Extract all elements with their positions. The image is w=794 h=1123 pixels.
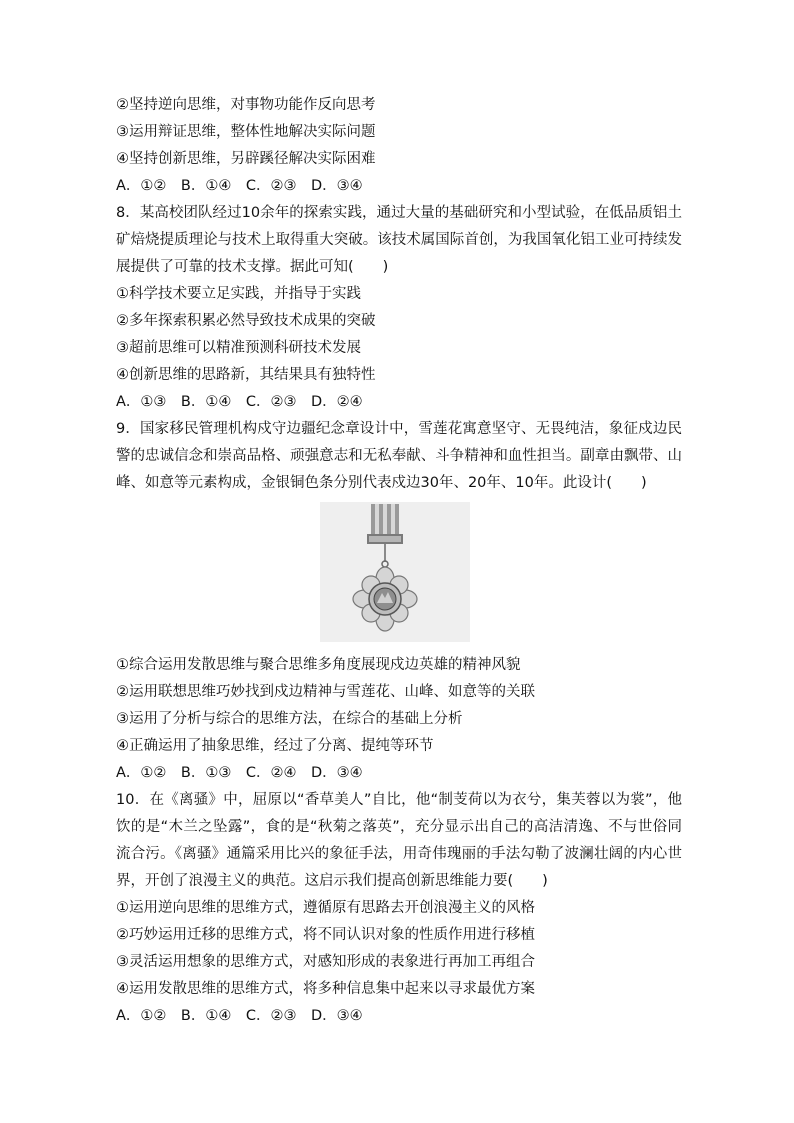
q10-stem: 10．在《离骚》中，屈原以“香草美人”自比，他“制芰荷以为衣兮，集芙蓉以为裳”，他饮的是“木兰之坠露”，食的是“秋菊之落英”，充分显示出自己的高洁清逸、不与世俗同流合污。《离骚》通篇采用比兴的象征手法，用奇伟瑰丽的手法勾勒了波澜壮阔的内心世界，开创了浪漫主义的典范。这启示我们提高创新思维能力要( ): [116, 792, 682, 889]
q7-option-3: ③运用辩证思维，整体性地解决实际问题: [116, 124, 376, 140]
q8-answer-choices: A．①③ B．①④ C．②③ D．②④: [116, 394, 363, 410]
q8-option-1: ①科学技术要立足实践，并指导于实践: [116, 286, 361, 302]
q8-option-4: ④创新思维的思路新，其结果具有独特性: [116, 367, 376, 383]
q10-option-2: ②巧妙运用迁移的思维方式，将不同认识对象的性质作用进行移植: [116, 927, 535, 943]
q7-option-4: ④坚持创新思维，另辟蹊径解决实际困难: [116, 151, 376, 167]
q10-option-3: ③灵活运用想象的思维方式，对感知形成的表象进行再加工再组合: [116, 954, 535, 970]
q7-answer-choices: A．①② B．①④ C．②③ D．③④: [116, 178, 363, 194]
q9-stem: 9．国家移民管理机构戍守边疆纪念章设计中，雪莲花寓意坚守、无畏纯洁，象征戍边民警的忠诚信念和崇高品格、顽强意志和无私奉献、斗争精神和血性担当。副章由飘带、山峰、如意等元素构成，金银铜色条分别代表戍边30年、20年、10年。此设计( ): [116, 421, 682, 491]
q9-option-4: ④正确运用了抽象思维，经过了分离、提纯等环节: [116, 738, 434, 754]
q9-answer-choices: A．①② B．①③ C．②④ D．③④: [116, 765, 363, 781]
medal-figure: [116, 502, 682, 648]
q8-stem: 8．某高校团队经过10余年的探索实践，通过大量的基础研究和小型试验，在低品质铝土矿焙烧提质理论与技术上取得重大突破。该技术属国际首创，为我国氧化铝工业可持续发展提供了可靠的技术支撑。据此可知( ): [116, 205, 682, 275]
q7-option-2: ②坚持逆向思维，对事物功能作反向思考: [116, 97, 376, 113]
q9-option-3: ③运用了分析与综合的思维方法，在综合的基础上分析: [116, 711, 463, 727]
medal-image: [320, 502, 470, 642]
page-content: [116, 92, 682, 1030]
q9-option-1: ①综合运用发散思维与聚合思维多角度展现戍边英雄的精神风貌: [116, 657, 521, 673]
q8-option-2: ②多年探索积累必然导致技术成果的突破: [116, 313, 376, 329]
q10-option-4: ④运用发散思维的思维方式，将多种信息集中起来以寻求最优方案: [116, 981, 535, 997]
q10-answer-choices: A．①② B．①④ C．②③ D．③④: [116, 1008, 363, 1024]
q9-option-2: ②运用联想思维巧妙找到戍边精神与雪莲花、山峰、如意等的关联: [116, 684, 535, 700]
q8-option-3: ③超前思维可以精准预测科研技术发展: [116, 340, 361, 356]
q10-option-1: ①运用逆向思维的思维方式，遵循原有思路去开创浪漫主义的风格: [116, 900, 535, 916]
